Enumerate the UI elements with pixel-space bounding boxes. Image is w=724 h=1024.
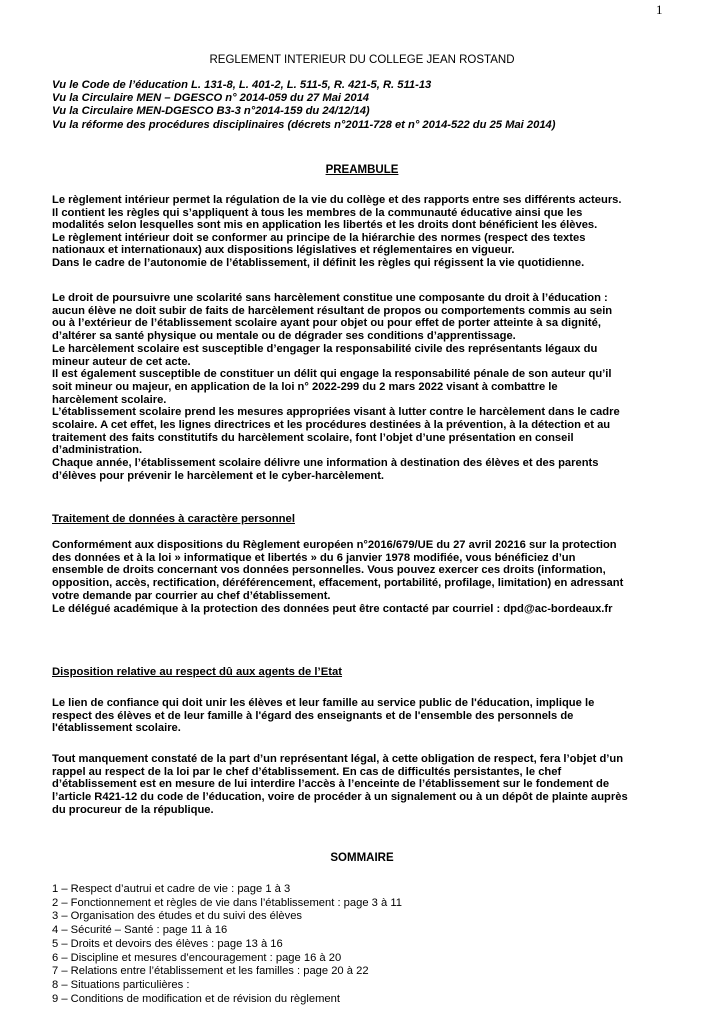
text-line: d’altérer sa santé physique ou mentale ou de dégrader ses conditions d’apprentissage. <box>52 330 516 343</box>
text-line: Le lien de confiance qui doit unir les élèves et leur famille au service public de l'éducation, implique le <box>52 697 595 709</box>
toc-item: 1 – Respect d’autrui et cadre de vie : page 1 à 3 <box>52 883 291 895</box>
text-line: Il est également susceptible de constituer un délit qui engage la responsabilité pénale de son auteur qu’il <box>52 368 612 381</box>
text-line: scolaire. A cet effet, les lignes directrices et les procédures destinées à la prévention, à la détection et au <box>52 419 611 432</box>
text-line: Dans le cadre de l’autonomie de l’établissement, il définit les règles qui régissent la vie quotidienne. <box>52 256 585 269</box>
text-line: traitement des faits constitutifs du harcèlement scolaire, font l’objet d’une présentation en conseil <box>52 431 574 444</box>
text-line: mineur auteur de cet acte. <box>52 355 191 368</box>
data-protection-paragraph <box>52 539 712 615</box>
text-line: nationaux et internationaux) aux dispositions législatives et réglementaires en vigueur. <box>52 244 515 257</box>
text-line: du procureur de la république. <box>52 803 214 816</box>
table-of-contents <box>52 883 692 1006</box>
text-line: L’établissement scolaire prend les mesures appropriées visant à lutter contre le harcèlement dans le cadre <box>52 406 620 419</box>
summary-heading: SOMMAIRE <box>330 852 394 864</box>
text-line: ou à l’extérieur de l’établissement scolaire ayant pour objet ou pour effet de porter atteinte à sa dignité, <box>52 317 601 330</box>
text-line: Chaque année, l’établissement scolaire délivre une information à destination des élèves et des parents <box>52 457 599 470</box>
text-line: opposition, accès, rectification, déréférencement, effacement, portabilité, profilage, limitation) en adressant <box>52 577 624 590</box>
text-line: ensemble de droits concernant vos données personnelles. Vous pouvez exercer ces droits (information, <box>52 564 606 577</box>
toc-item: 9 – Conditions de modification et de révision du règlement <box>52 992 340 1005</box>
state-agents-paragraph-1 <box>52 697 712 735</box>
text-line: aucun élève ne doit subir de faits de harcèlement résultant de propos ou comportements commis au sein <box>52 304 613 317</box>
toc-item: 2 – Fonctionnement et règles de vie dans l’établissement : page 3 à 11 <box>52 896 402 909</box>
text-line: modalités selon lesquelles sont mis en application les libertés et les droits dont bénéficient les élèves. <box>52 219 598 232</box>
text-line: Le délégué académique à la protection des données peut être contacté par courriel : dpd@ac-bordeaux.fr <box>52 602 613 615</box>
text-line: l'établissement scolaire. <box>52 722 181 735</box>
text-line: Conformément aux dispositions du Règlement européen n°2016/679/UE du 27 avril 20216 sur la protection <box>52 539 617 551</box>
text-line: rappel au respect de la loi par le chef d’établissement. En cas de difficultés persistantes, le chef <box>52 765 562 778</box>
text-line: d’élèves pour prévenir le harcèlement et le cyber-harcèlement. <box>52 469 385 482</box>
data-protection-heading: Traitement de données à caractère personnel <box>52 513 295 525</box>
text-line: Le harcèlement scolaire est susceptible d’engager la responsabilité civile des représentants légaux du <box>52 342 598 355</box>
text-line: Il contient les règles qui s’appliquent à tous les membres de la communauté éducative ainsi que les <box>52 206 583 219</box>
legal-references <box>52 79 702 132</box>
text-line: votre demande par courrier au chef d’établissement. <box>52 589 331 602</box>
reference-line: Vu la Circulaire MEN-DGESCO B3-3 n°2014-159 du 24/12/14) <box>52 105 370 118</box>
reference-line: Vu le Code de l’éducation L. 131-8, L. 401-2, L. 511-5, R. 421-5, R. 511-13 <box>52 79 432 91</box>
toc-item: 8 – Situations particulières : <box>52 978 190 991</box>
text-line: d’établissement est en mesure de lui interdire l’accès à l’enceinte de l’établissement sur le fondement de <box>52 778 610 791</box>
text-line: l’article R421-12 du code de l’éducation, voire de procéder à un signalement ou à un dépôt de plainte auprès <box>52 791 628 804</box>
text-line: respect des élèves et de leur famille à l'égard des enseignants et de l'ensemble des personnels de <box>52 709 574 722</box>
text-line: Le règlement intérieur permet la régulation de la vie du collège et des rapports entre ses différents acteurs. <box>52 194 622 206</box>
preamble-paragraph-2 <box>52 292 712 483</box>
document-title: REGLEMENT INTERIEUR DU COLLEGE JEAN ROSTAND <box>209 54 515 66</box>
page-number: 1 <box>656 2 663 17</box>
text-line: d’administration. <box>52 444 143 457</box>
reference-line: Vu la Circulaire MEN – DGESCO n° 2014-059 du 27 Mai 2014 <box>52 92 370 105</box>
text-line: Le droit de poursuivre une scolarité sans harcèlement constitue une composante du droit à l’éducation : <box>52 292 608 304</box>
text-line: des données et à la loi » informatique et libertés » du 6 janvier 1978 modifiée, vous bénéficiez d’un <box>52 551 576 564</box>
toc-item: 7 – Relations entre l’établissement et les familles : page 20 à 22 <box>52 965 369 978</box>
reference-line: Vu la réforme des procédures disciplinaires (décrets n°2011-728 et n° 2014-522 du 25 Mai 2014) <box>52 118 556 131</box>
toc-item: 6 – Discipline et mesures d’encouragement : page 16 à 20 <box>52 951 342 964</box>
text-line: Le règlement intérieur doit se conformer au principe de la hiérarchie des normes (respect des textes <box>52 231 586 244</box>
preamble-heading: PREAMBULE <box>325 164 399 176</box>
text-line: soit mineur ou majeur, en application de la loi n° 2022-299 du 2 mars 2022 visant à combattre le <box>52 380 558 393</box>
text-line: Tout manquement constaté de la part d’un représentant légal, à cette obligation de respect, fera l’objet d’un <box>52 753 624 765</box>
text-line: harcèlement scolaire. <box>52 393 167 406</box>
state-agents-heading: Disposition relative au respect dû aux agents de l’Etat <box>52 666 343 678</box>
toc-item: 3 – Organisation des études et du suivi des élèves <box>52 910 303 923</box>
preamble-paragraph-1 <box>52 194 712 270</box>
toc-item: 4 – Sécurité – Santé : page 11 à 16 <box>52 924 228 937</box>
state-agents-paragraph-2 <box>52 753 712 817</box>
toc-item: 5 – Droits et devoirs des élèves : page 13 à 16 <box>52 937 283 950</box>
